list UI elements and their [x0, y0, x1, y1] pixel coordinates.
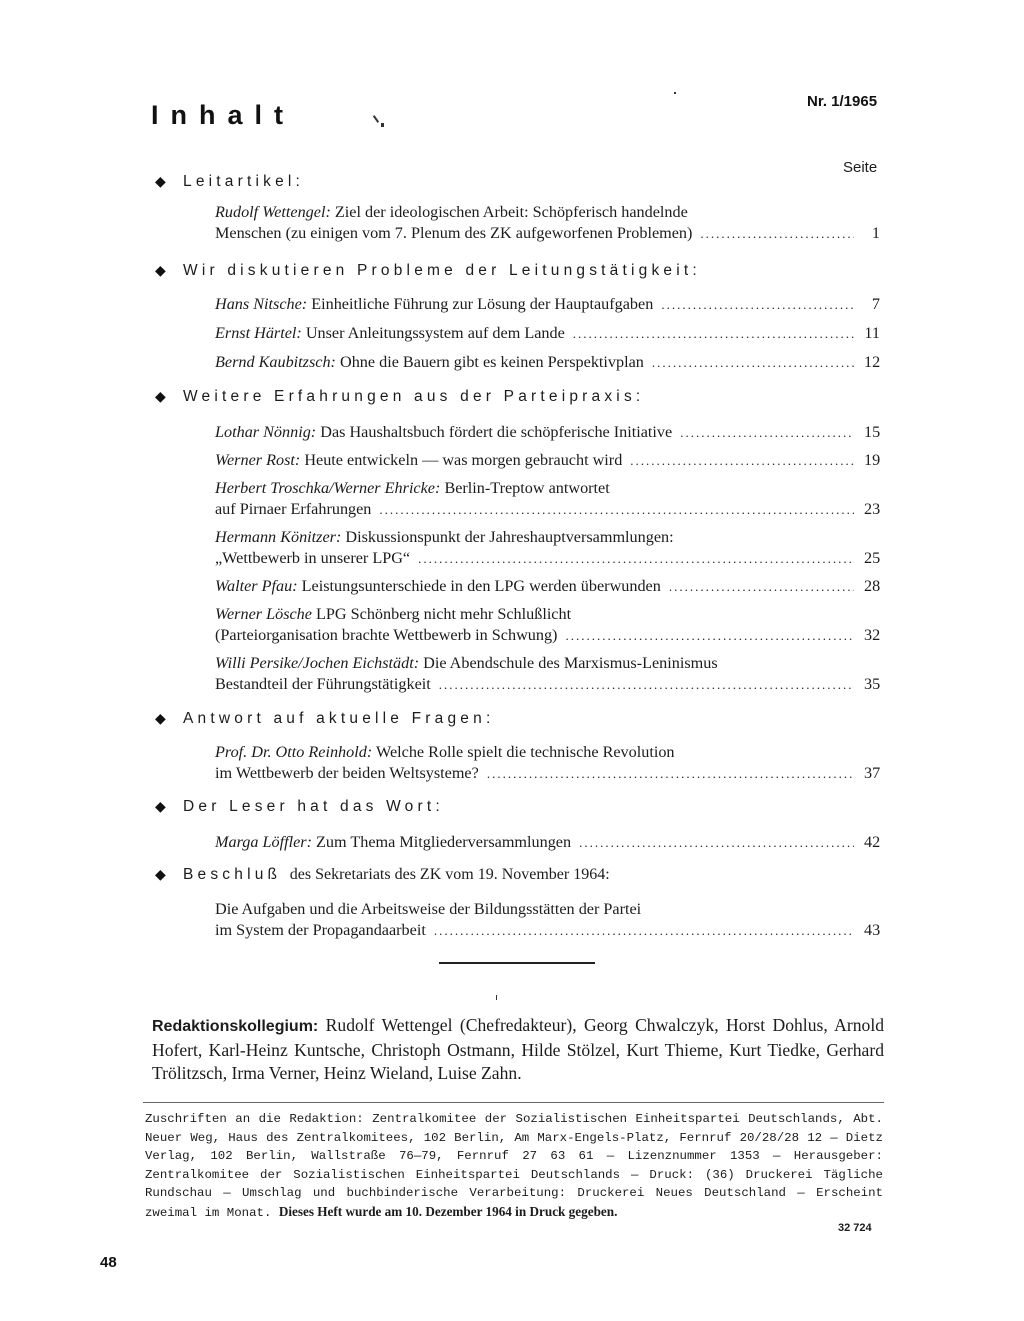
entry-title-line: „Wettbewerb in unserer LPG“	[215, 549, 411, 567]
entry-page: 43	[864, 921, 881, 939]
entry-title-line: Ziel der ideologischen Arbeit: Schöpferisch handelnde	[334, 203, 688, 221]
entry-title-line: Die Abendschule des Marxismus-Leninismus	[423, 654, 718, 672]
imprint-text: Zuschriften an die Redaktion: Zentralkomitee der Sozialistischen Einheitspartei Deutschlands, Abt. Neuer Weg, Haus des Zentralkomitees, 102 Berlin, Am Marx-Engels-Platz, Fernruf 20/28/28 12 — Dietz Verlag, 102 Berlin, Wallstraße 76—79, Fernruf 27 63 61 — Lizenznummer 1353 — Herausgeber: Zentralkomitee der Sozialistischen Einheitspartei Deutschlands — Druck: (36) Druckerei Tägliche Rundschau — Umschlag und buchbinderische Verarbeitung: Druckerei Neues Deutschland — Erscheint zweimal im Monat.	[145, 1112, 883, 1220]
entry-title-line: Ohne die Bauern gibt es keinen Perspektivplan	[340, 353, 644, 371]
toc-entry	[215, 742, 880, 784]
diamond-bullet-icon: ◆	[155, 798, 166, 814]
leader-dots	[579, 832, 854, 853]
entry-page: 23	[864, 500, 881, 518]
page-number: 48	[100, 1254, 117, 1271]
entry-page: 19	[864, 451, 881, 469]
imprint-code: 32 724	[838, 1222, 872, 1234]
entry-title-line: Unser Anleitungssystem auf dem Lande	[305, 324, 565, 342]
entry-page: 28	[864, 577, 881, 595]
print-speck	[496, 995, 497, 1000]
entry-author: Bernd Kaubitzsch:	[215, 353, 336, 371]
leader-dots	[434, 920, 854, 941]
entry-page: 35	[864, 675, 881, 693]
entry-title-line: Berlin-Treptow antwortet	[444, 479, 610, 497]
entry-title-line: Das Haushaltsbuch fördert die schöpferische Initiative	[320, 423, 673, 441]
entry-author: Prof. Dr. Otto Reinhold:	[215, 743, 373, 761]
entry-page: 37	[864, 764, 881, 782]
diamond-bullet-icon: ◆	[155, 262, 166, 278]
entry-title-line: (Parteiorganisation brachte Wettbewerb in Schwung)	[215, 626, 558, 644]
leader-dots	[379, 499, 854, 520]
entry-page: 11	[864, 324, 880, 342]
entry-author: Hans Nitsche:	[215, 295, 308, 313]
entry-title-line: Menschen (zu einigen vom 7. Plenum des ZK aufgeworfenen Problemen)	[215, 224, 693, 242]
entry-author: Herbert Troschka/Werner Ehricke:	[215, 479, 441, 497]
entry-title-line: Heute entwickeln — was morgen gebraucht wird	[304, 451, 623, 469]
toc-entry	[215, 352, 880, 373]
entry-page: 42	[864, 833, 881, 851]
entry-title-line: Bestandteil der Führungstätigkeit	[215, 675, 431, 693]
entry-title-line: Einheitliche Führung zur Lösung der Hauptaufgaben	[311, 295, 654, 313]
section-heading: ◆ Wir diskutieren Probleme der Leitungstätigkeit:	[155, 262, 701, 279]
toc-entry	[215, 478, 880, 520]
imprint	[145, 1110, 883, 1222]
entry-title-line: Leistungsunterschiede in den LPG werden überwunden	[301, 577, 661, 595]
entry-title-line: LPG Schönberg nicht mehr Schlußlicht	[316, 605, 572, 623]
entry-page: 25	[864, 549, 881, 567]
leader-dots	[418, 548, 854, 569]
section-heading: ◆ Leitartikel:	[155, 173, 305, 190]
entry-page: 32	[864, 626, 881, 644]
entry-author: Ernst Härtel:	[215, 324, 302, 342]
editorial-board	[152, 1014, 884, 1086]
page-title: Inhalt	[151, 100, 295, 130]
leader-dots	[630, 450, 854, 471]
leader-dots	[565, 625, 854, 646]
section-heading: ◆ Weitere Erfahrungen aus der Parteipraxis:	[155, 388, 645, 405]
entry-title-line: auf Pirnaer Erfahrungen	[215, 500, 372, 518]
entry-author: Hermann Könitzer:	[215, 528, 342, 546]
entry-author: Marga Löffler:	[215, 833, 312, 851]
entry-author: Werner Lösche	[215, 605, 312, 623]
leader-dots	[700, 223, 854, 244]
entry-page: 12	[864, 353, 881, 371]
entry-author: Werner Rost:	[215, 451, 301, 469]
section-heading: ◆ Antwort auf aktuelle Fragen:	[155, 710, 495, 727]
diamond-bullet-icon: ◆	[155, 388, 166, 404]
entry-author: Willi Persike/Jochen Eichstädt:	[215, 654, 420, 672]
imprint-divider	[143, 1102, 884, 1103]
leader-dots	[573, 323, 854, 344]
entry-title-line: im Wettbewerb der beiden Weltsysteme?	[215, 764, 479, 782]
editorial-board-names: Rudolf Wettengel (Chefredakteur), Georg Chwalczyk, Horst Dohlus, Arnold Hofert, Karl-Heinz Kuntsche, Christoph Ostmann, Hilde Stölzel, Kurt Thieme, Kurt Tiedke, Gerhard Trölitzsch, Irma Verner, Heinz Wieland, Luise Zahn.	[152, 1015, 884, 1083]
entry-title-line: Die Aufgaben und die Arbeitsweise der Bildungsstätten der Partei	[215, 900, 642, 918]
entry-title-line: im System der Propagandaarbeit	[215, 921, 426, 939]
imprint-print-date: Dieses Heft wurde am 10. Dezember 1964 in Druck gegeben.	[278, 1203, 618, 1219]
print-speck	[674, 92, 676, 94]
toc-entry	[215, 576, 880, 597]
section-heading: ◆ Der Leser hat das Wort:	[155, 798, 444, 815]
entry-title-line: Welche Rolle spielt die technische Revolution	[375, 743, 675, 761]
diamond-bullet-icon: ◆	[155, 173, 166, 189]
entry-page: 1	[871, 224, 880, 242]
diamond-bullet-icon: ◆	[155, 866, 166, 882]
editorial-board-label: Redaktionskollegium:	[152, 1018, 319, 1035]
entry-title-line: Zum Thema Mitgliederversammlungen	[316, 833, 572, 851]
entry-title-line: Diskussionspunkt der Jahreshauptversammlungen:	[345, 528, 674, 546]
entry-page: 15	[864, 423, 881, 441]
entry-author: Rudolf Wettengel:	[215, 203, 331, 221]
leader-dots	[487, 763, 854, 784]
entry-author: Walter Pfau:	[215, 577, 298, 595]
toc-entry	[215, 527, 880, 569]
leader-dots	[680, 422, 854, 443]
toc-entry	[215, 422, 880, 443]
toc-entry	[215, 450, 880, 471]
section-heading: ◆ Beschluß des Sekretariats des ZK vom 19. November 1964:	[155, 866, 610, 883]
toc-entry	[215, 653, 880, 695]
entry-page: 7	[871, 295, 880, 313]
issue-number: Nr. 1/1965	[807, 93, 878, 110]
toc-entry	[215, 899, 880, 941]
print-speck	[373, 115, 379, 123]
print-speck	[381, 123, 384, 127]
leader-dots	[439, 674, 854, 695]
leader-dots	[652, 352, 854, 373]
toc-entry	[215, 202, 880, 244]
page-column-label: Seite	[843, 159, 878, 176]
entry-author: Lothar Nönnig:	[215, 423, 317, 441]
toc-entry	[215, 604, 880, 646]
section-divider	[439, 962, 595, 964]
leader-dots	[669, 576, 854, 597]
leader-dots	[661, 294, 854, 315]
toc-entry	[215, 832, 880, 853]
toc-entry	[215, 323, 880, 344]
diamond-bullet-icon: ◆	[155, 710, 166, 726]
toc-entry	[215, 294, 880, 315]
